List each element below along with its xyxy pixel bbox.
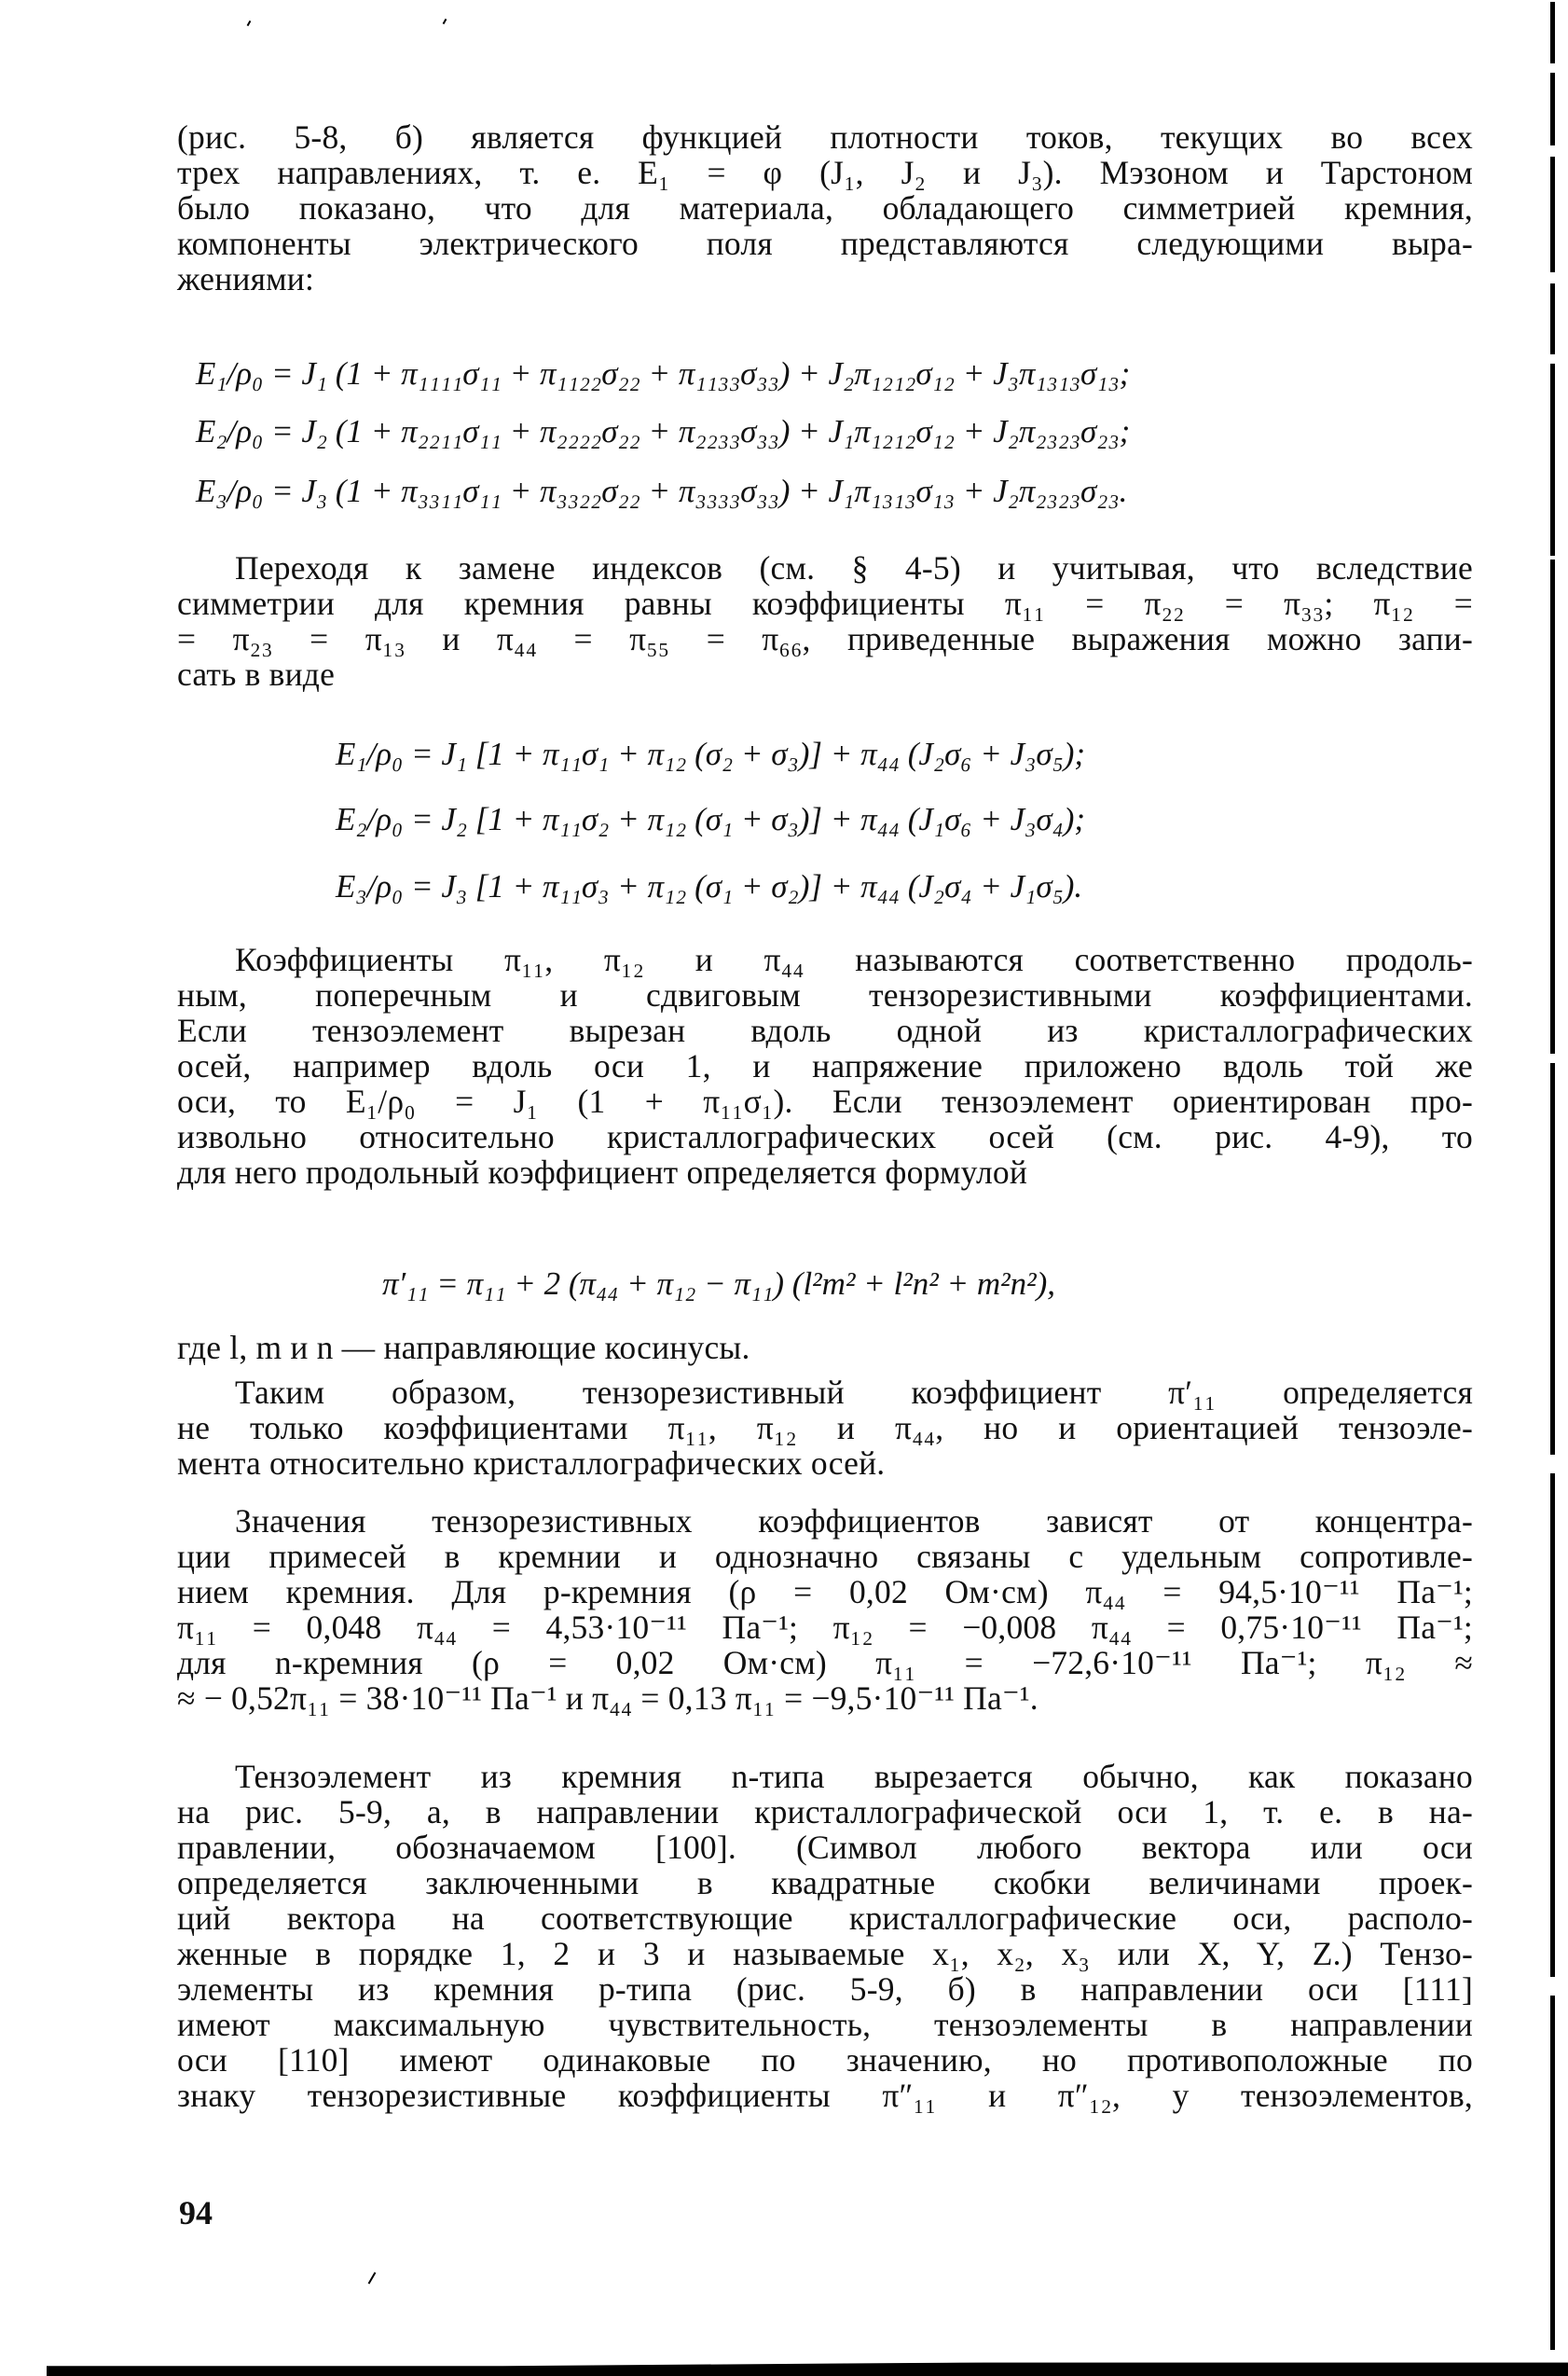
text-line: (рис. 5-8, б) является функцией плотности токов, текущих во всех bbox=[177, 118, 1473, 156]
text-line: знаку тензорезистивные коэффициенты π″₁₁ и π″₁₂, у тензоэлементов, bbox=[177, 2077, 1473, 2114]
text-line: правлении, обозначаемом [100]. (Символ любого вектора или оси bbox=[177, 1829, 1473, 1866]
paragraph-direction-cosines bbox=[177, 1330, 1473, 1365]
text-line: ≈ − 0,52π₁₁ = 38·10⁻¹¹ Па⁻¹ и π₄₄ = 0,13 π₁₁ = −9,5·10⁻¹¹ Па⁻¹. bbox=[177, 1679, 1038, 1717]
text-line: где l, m и n — направляющие косинусы. bbox=[177, 1329, 750, 1366]
text-line: сать в виде bbox=[177, 656, 336, 693]
scan-edge-artifact bbox=[1550, 1996, 1555, 2350]
page-number: 94 bbox=[179, 2194, 213, 2231]
text-line: ций вектора на соответствующие кристаллографические оси, располо- bbox=[177, 1899, 1473, 1937]
paragraph-orientation bbox=[177, 1374, 1473, 1481]
scan-edge-artifact bbox=[1550, 559, 1555, 727]
text-line: оси [110] имеют одинаковые по значению, но противоположные по bbox=[177, 2041, 1473, 2079]
scan-bottom-shadow bbox=[47, 2359, 1568, 2376]
text-line: для него продольный коэффициент определяется формулой bbox=[177, 1153, 1028, 1191]
text-line: определяется заключенными в квадратные скобки величинами проек- bbox=[177, 1864, 1473, 1901]
equation-e3-simplified: E₃/ρ₀ = J₃ [1 + π₁₁σ₃ + π₁₂ (σ₁ + σ₂)] + π₄₄ (J₂σ₄ + J₁σ₅). bbox=[336, 868, 1083, 905]
text-line: на рис. 5-9, а, в направлении кристаллографической оси 1, т. е. в на- bbox=[177, 1793, 1473, 1830]
text-line: симметрии для кремния равны коэффициенты π₁₁ = π₂₂ = π₃₃; π₁₂ = bbox=[177, 585, 1473, 622]
text-line: извольно относительно кристаллографических осей (см. рис. 4-9), то bbox=[177, 1118, 1473, 1155]
text-line: жениями: bbox=[177, 260, 315, 297]
text-line: нием кремния. Для p-кремния (ρ = 0,02 Ом·см) π₄₄ = 94,5·10⁻¹¹ Па⁻¹; bbox=[177, 1573, 1473, 1610]
equation-e1-simplified: E₁/ρ₀ = J₁ [1 + π₁₁σ₁ + π₁₂ (σ₂ + σ₃)] + π₄₄ (J₂σ₆ + J₃σ₅); bbox=[336, 736, 1086, 772]
text-line: ции примесей в кремнии и однозначно связаны с удельным сопротивле- bbox=[177, 1538, 1473, 1575]
equation-longitudinal-coefficient: π′₁₁ = π₁₁ + 2 (π₄₄ + π₁₂ − π₁₁) (l²m² + l²n² + m²n²), bbox=[382, 1265, 1056, 1302]
paragraph-coefficients bbox=[177, 942, 1473, 1190]
text-line: имеют максимальную чувствительность, тензоэлементы в направлении bbox=[177, 2006, 1473, 2043]
scan-edge-artifact bbox=[1550, 1473, 1555, 1977]
scan-edge-artifact bbox=[1550, 364, 1555, 556]
paragraph-coefficient-values bbox=[177, 1503, 1473, 1716]
scan-edge-artifact bbox=[1550, 283, 1555, 354]
text-line: π₁₁ = 0,048 π₄₄ = 4,53·10⁻¹¹ Па⁻¹; π₁₂ = −0,008 π₄₄ = 0,75·10⁻¹¹ Па⁻¹; bbox=[177, 1609, 1473, 1646]
paragraph-tensoelement-orientation bbox=[177, 1759, 1473, 2113]
equation-e2-simplified: E₂/ρ₀ = J₂ [1 + π₁₁σ₂ + π₁₂ (σ₁ + σ₃)] + π₄₄ (J₁σ₆ + J₃σ₄); bbox=[336, 801, 1086, 837]
equation-e1-full: E₁/ρ₀ = J₁ (1 + π₁₁₁₁σ₁₁ + π₁₁₂₂σ₂₂ + π₁₁₃₃σ₃₃) + J₂π₁₂₁₂σ₁₂ + J₃π₁₃₁₃σ₁₃; bbox=[196, 355, 1131, 392]
text-line: ным, поперечным и сдвиговым тензорезистивными коэффициентами. bbox=[177, 976, 1473, 1014]
text-line: Если тензоэлемент вырезан вдоль одной из кристаллографических bbox=[177, 1012, 1473, 1049]
scan-edge-artifact bbox=[1550, 1063, 1555, 1455]
scan-speck bbox=[247, 21, 252, 26]
paragraph-index-replacement bbox=[177, 550, 1473, 692]
text-line: для n-кремния (ρ = 0,02 Ом·см) π₁₁ = −72,6·10⁻¹¹ Па⁻¹; π₁₂ ≈ bbox=[177, 1644, 1473, 1681]
scan-edge-artifact bbox=[1550, 727, 1555, 1054]
scan-speck bbox=[443, 19, 447, 24]
text-line: было показано, что для материала, обладающего симметрией кремния, bbox=[177, 189, 1473, 227]
text-line: не только коэффициентами π₁₁, π₁₂ и π₄₄, но и ориентацией тензоэле- bbox=[177, 1409, 1473, 1446]
text-line: компоненты электрического поля представляются следующими выра- bbox=[177, 225, 1473, 262]
text-line: осей, например вдоль оси 1, и напряжение приложено вдоль той же bbox=[177, 1047, 1473, 1084]
text-line: Значения тензорезистивных коэффициентов зависят от концентра- bbox=[235, 1502, 1473, 1540]
text-line: Тензоэлемент из кремния n-типа вырезается обычно, как показано bbox=[235, 1758, 1473, 1795]
text-line: Коэффициенты π₁₁, π₁₂ и π₄₄ называются соответственно продоль- bbox=[235, 941, 1473, 978]
equation-e3-full: E₃/ρ₀ = J₃ (1 + π₃₃₁₁σ₁₁ + π₃₃₂₂σ₂₂ + π₃₃₃₃σ₃₃) + J₁π₁₃₁₃σ₁₃ + J₂π₂₃₂₃σ₂₃. bbox=[196, 473, 1128, 509]
scan-edge-artifact bbox=[1550, 73, 1555, 145]
text-line: оси, то E₁/ρ₀ = J₁ (1 + π₁₁σ₁). Если тензоэлемент ориентирован про- bbox=[177, 1083, 1473, 1120]
text-line: женные в порядке 1, 2 и 3 и называемые x₁, x₂, x₃ или X, Y, Z.) Тензо- bbox=[177, 1935, 1473, 1972]
equation-e2-full: E₂/ρ₀ = J₂ (1 + π₂₂₁₁σ₁₁ + π₂₂₂₂σ₂₂ + π₂₂₃₃σ₃₃) + J₁π₁₂₁₂σ₁₂ + J₂π₂₃₂₃σ₂₃; bbox=[196, 413, 1131, 449]
text-line: мента относительно кристаллографических осей. bbox=[177, 1444, 886, 1482]
text-line: = π₂₃ = π₁₃ и π₄₄ = π₅₅ = π₆₆, приведенные выражения можно запи- bbox=[177, 620, 1473, 657]
text-line: Переходя к замене индексов (см. § 4-5) и учитывая, что вследствие bbox=[235, 549, 1473, 587]
scan-speck bbox=[368, 2272, 377, 2284]
text-line: трех направлениях, т. е. E₁ = φ (J₁, J₂ и J₃). Мэзоном и Тарстоном bbox=[177, 154, 1473, 191]
scan-edge-artifact bbox=[1550, 2, 1555, 63]
scan-edge-artifact bbox=[1550, 157, 1555, 272]
text-line: элементы из кремния p-типа (рис. 5-9, б) в направлении оси [111] bbox=[177, 1970, 1473, 2008]
paragraph-intro bbox=[177, 119, 1473, 297]
text-line: Таким образом, тензорезистивный коэффициент π′₁₁ определяется bbox=[235, 1374, 1473, 1411]
